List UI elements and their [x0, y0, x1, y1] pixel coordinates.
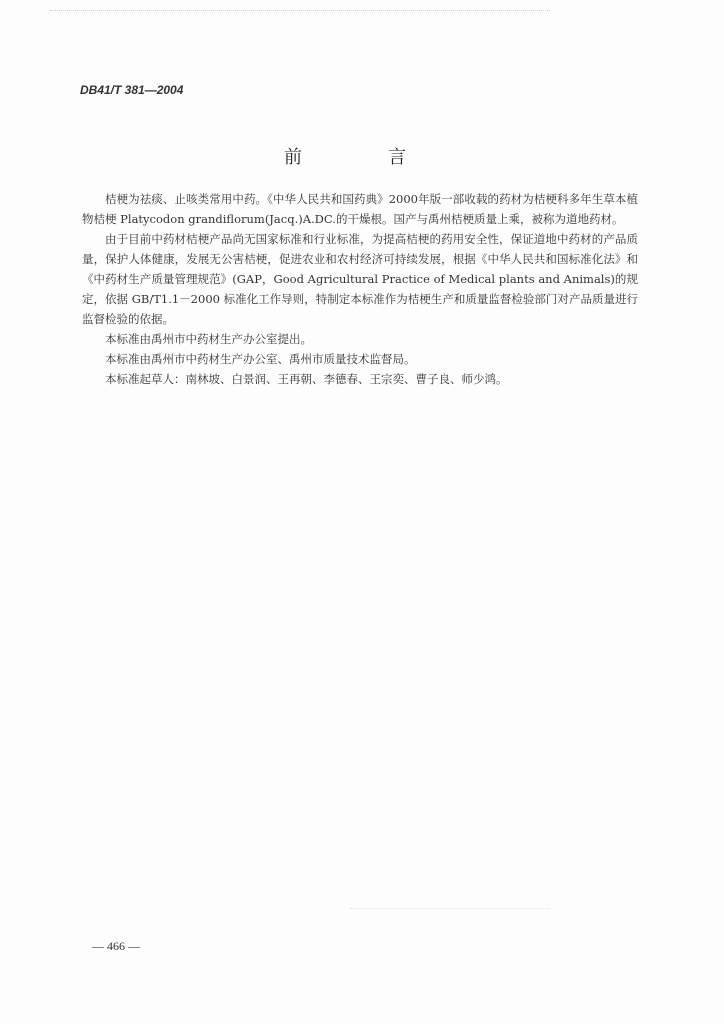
scan-artifact — [50, 10, 550, 15]
standard-code: DB41/T 381—2004 — [80, 83, 184, 97]
paragraph: 本标准起草人：南林坡、白景润、王再朝、李德春、王宗奕、曹子良、师少鸿。 — [105, 372, 508, 386]
section-title: 前 言 — [284, 147, 440, 168]
paragraph: 本标准由禹州市中药材生产办公室、禹州市质量技术监督局。 — [105, 352, 416, 366]
body-text — [82, 189, 638, 389]
paragraph: 由于目前中药材桔梗产品尚无国家标准和行业标准，为提高桔梗的药用安全性，保证道地中药材的产品质量，保护人体健康，发展无公害桔梗，促进农业和农村经济可持续发展，根据《中华人民共和国标准化法》和《中药材生产质量管理规范》(GAP，Good Agricultural Practice of Medical plants and Animals)的规定，依据 GB/T1.1－2000 标准化工作导则，特制定本标准作为桔梗生产和质量监督检验部门对产品质量进行监督检验的依据。 — [82, 232, 638, 326]
scan-artifact — [350, 908, 550, 921]
page-number: — 466 — — [92, 939, 140, 953]
paragraph: 桔梗为祛痰、止咳类常用中药。《中华人民共和国药典》2000年版一部收载的药材为桔梗科多年生草本植物桔梗 Platycodon grandiflorum(Jacq.)A.DC.的干燥根。国产与禹州桔梗质量上乘，被称为道地药材。 — [82, 192, 638, 226]
paragraph: 本标准由禹州市中药材生产办公室提出。 — [105, 332, 312, 346]
